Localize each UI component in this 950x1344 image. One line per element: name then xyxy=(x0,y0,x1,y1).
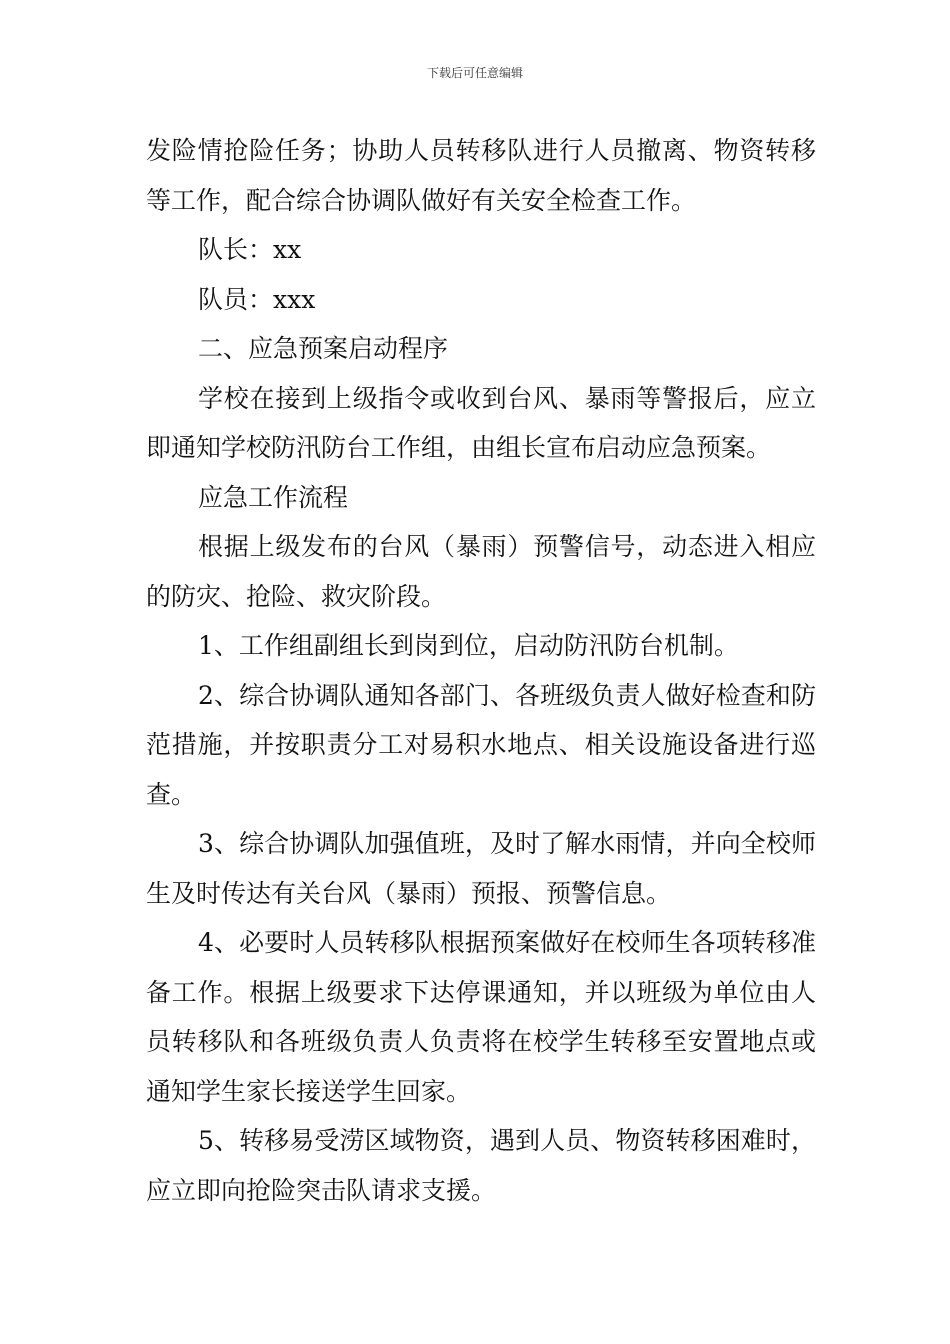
list-item: 2、综合协调队通知各部门、各班级负责人做好检查和防范措施，并按职责分工对易积水地点、相关设施设备进行巡查。 xyxy=(146,680,816,809)
section-heading: 二、应急预案启动程序 xyxy=(198,334,449,363)
team-leader-line: 队长：xx xyxy=(198,235,302,264)
list-item: 4、必要时人员转移队根据预案做好在校师生各项转移准备工作。根据上级要求下达停课通知，并以班级为单位由人员转移队和各班级负责人负责将在校学生转移至安置地点或通知学生家长接送学生回家。 xyxy=(146,928,816,1106)
list-item: 5、转移易受涝区域物资，遇到人员、物资转移困难时，应立即向抢险突击队请求支援。 xyxy=(146,1126,816,1205)
paragraph: 学校在接到上级指令或收到台风、暴雨等警报后，应立即通知学校防汛防台工作组，由组长宣布启动应急预案。 xyxy=(146,383,816,462)
team-member-line: 队员：xxx xyxy=(198,284,316,314)
list-item: 3、综合协调队加强值班，及时了解水雨情，并向全校师生及时传达有关台风（暴雨）预报、预警信息。 xyxy=(146,829,816,908)
document-body xyxy=(146,126,816,1215)
paragraph-continuation: 发险情抢险任务；协助人员转移队进行人员撤离、物资转移等工作，配合综合协调队做好有关安全检查工作。 xyxy=(146,136,816,215)
list-item: 1、工作组副组长到岗到位，启动防汛防台机制。 xyxy=(198,631,739,660)
paragraph: 根据上级发布的台风（暴雨）预警信号，动态进入相应的防灾、抢险、救灾阶段。 xyxy=(146,532,816,611)
page-header: 下载后可任意编辑 xyxy=(426,66,523,80)
subsection-heading: 应急工作流程 xyxy=(198,482,349,512)
